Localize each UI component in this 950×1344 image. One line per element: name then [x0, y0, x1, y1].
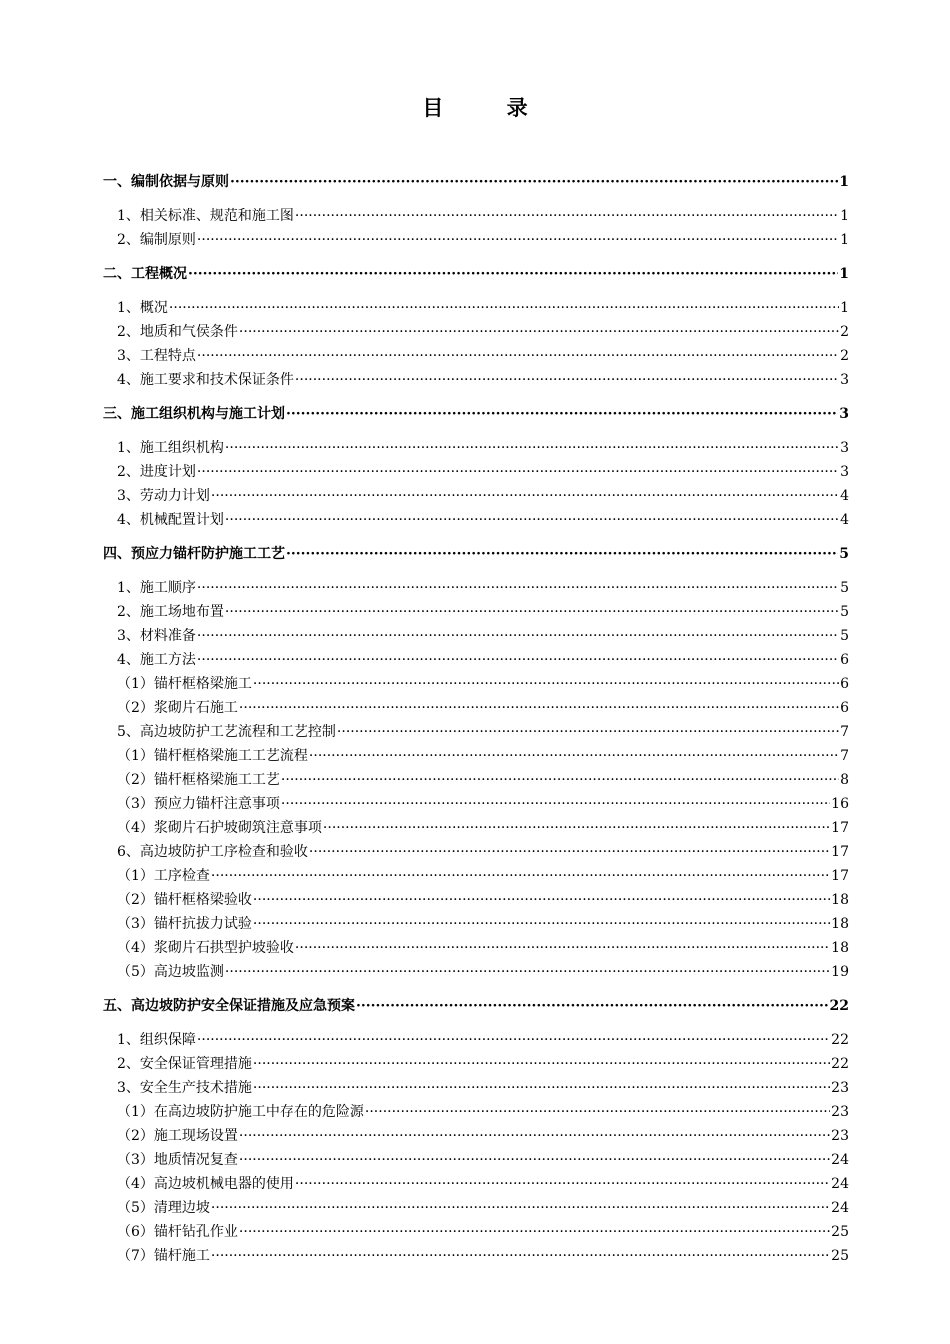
toc-entry-page-number: 2: [840, 324, 849, 340]
toc-entry-label: 2、进度计划: [117, 464, 196, 480]
toc-entry-page-number: 5: [840, 628, 849, 644]
toc-dot-leader: [295, 368, 839, 392]
toc-entry[interactable]: [103, 576, 849, 600]
toc-dot-leader: [309, 840, 830, 864]
toc-entry-page-number: 24: [831, 1152, 849, 1168]
toc-entry[interactable]: [103, 624, 849, 648]
toc-entry-label: 3、劳动力计划: [117, 488, 210, 504]
toc-entry-page-number: 6: [840, 676, 849, 692]
toc-entry[interactable]: [103, 508, 849, 532]
toc-entry[interactable]: [103, 1100, 849, 1124]
toc-entry-label: 2、编制原则: [117, 232, 196, 248]
toc-entry-page-number: 3: [840, 464, 849, 480]
toc-entry[interactable]: [103, 912, 849, 936]
toc-entry[interactable]: [103, 1052, 849, 1076]
toc-entry-page-number: 18: [831, 892, 849, 908]
toc-entry-page-number: 25: [831, 1224, 849, 1240]
toc-dot-leader: [253, 672, 839, 696]
toc-entry[interactable]: [103, 936, 849, 960]
toc-entry-page-number: 1: [840, 208, 849, 224]
toc-entry-label: （7）锚杆施工: [117, 1248, 210, 1264]
toc-entry-page-number: 3: [840, 440, 849, 456]
toc-entry-label: （1）锚杆框格梁施工工艺流程: [117, 748, 308, 764]
toc-entry-page-number: 17: [831, 844, 849, 860]
toc-dot-leader: [286, 402, 838, 426]
toc-dot-leader: [169, 296, 839, 320]
toc-entry-label: 4、施工方法: [117, 652, 196, 668]
toc-entry-label: 3、安全生产技术措施: [117, 1080, 252, 1096]
toc-dot-leader: [211, 484, 839, 508]
toc-entry[interactable]: [103, 792, 849, 816]
toc-entry-label: 2、安全保证管理措施: [117, 1056, 252, 1072]
toc-dot-leader: [295, 204, 839, 228]
toc-entry-page-number: 3: [840, 372, 849, 388]
toc-entry-label: 五、高边坡防护安全保证措施及应急预案: [103, 998, 355, 1014]
toc-entry[interactable]: [103, 204, 849, 228]
toc-entry-page-number: 24: [831, 1176, 849, 1192]
toc-entry-label: 5、高边坡防护工艺流程和工艺控制: [117, 724, 336, 740]
toc-entry[interactable]: [103, 460, 849, 484]
toc-entry[interactable]: [103, 262, 849, 286]
toc-entry-page-number: 18: [831, 940, 849, 956]
toc-dot-leader: [197, 460, 839, 484]
toc-entry[interactable]: [103, 816, 849, 840]
toc-dot-leader: [239, 320, 839, 344]
toc-entry[interactable]: [103, 888, 849, 912]
toc-dot-leader: [197, 624, 839, 648]
toc-entry[interactable]: [103, 402, 849, 426]
toc-entry-label: 一、编制依据与原则: [103, 174, 229, 190]
toc-dot-leader: [337, 720, 839, 744]
toc-entry[interactable]: [103, 170, 849, 194]
toc-entry-page-number: 5: [839, 546, 849, 562]
toc-entry-label: 1、施工顺序: [117, 580, 196, 596]
table-of-contents: [103, 170, 849, 1268]
toc-entry[interactable]: [103, 228, 849, 252]
toc-entry[interactable]: [103, 864, 849, 888]
toc-dot-leader: [253, 1076, 830, 1100]
toc-entry-label: （6）锚杆钻孔作业: [117, 1224, 238, 1240]
toc-entry-label: 1、施工组织机构: [117, 440, 224, 456]
toc-entry-label: 四、预应力锚杆防护施工工艺: [103, 546, 285, 562]
toc-entry-page-number: 1: [839, 266, 849, 282]
toc-entry-label: 4、机械配置计划: [117, 512, 224, 528]
toc-entry-label: （2）浆砌片石施工: [117, 700, 238, 716]
toc-entry-page-number: 24: [831, 1200, 849, 1216]
toc-entry-label: 1、概况: [117, 300, 168, 316]
toc-dot-leader: [197, 648, 839, 672]
toc-dot-leader: [295, 936, 830, 960]
toc-entry-page-number: 19: [831, 964, 849, 980]
toc-entry-label: （4）高边坡机械电器的使用: [117, 1176, 294, 1192]
toc-entry-page-number: 23: [831, 1080, 849, 1096]
toc-entry[interactable]: [103, 1172, 849, 1196]
toc-entry-label: 2、地质和气侯条件: [117, 324, 238, 340]
toc-entry[interactable]: [103, 600, 849, 624]
toc-dot-leader: [225, 508, 839, 532]
toc-dot-leader: [253, 912, 830, 936]
toc-entry-page-number: 1: [840, 300, 849, 316]
toc-entry-page-number: 23: [831, 1104, 849, 1120]
toc-dot-leader: [309, 744, 839, 768]
toc-entry-label: （4）浆砌片石护坡砌筑注意事项: [117, 820, 322, 836]
toc-entry-label: （5）清理边坡: [117, 1200, 210, 1216]
toc-entry-label: 1、组织保障: [117, 1032, 196, 1048]
toc-dot-leader: [286, 542, 838, 566]
toc-entry-page-number: 1: [840, 232, 849, 248]
toc-dot-leader: [281, 792, 830, 816]
toc-dot-leader: [225, 436, 839, 460]
toc-entry[interactable]: [103, 344, 849, 368]
toc-dot-leader: [211, 864, 830, 888]
toc-dot-leader: [323, 816, 830, 840]
toc-entry-label: 1、相关标准、规范和施工图: [117, 208, 294, 224]
toc-dot-leader: [295, 1172, 830, 1196]
toc-entry-label: （2）锚杆框格梁验收: [117, 892, 252, 908]
toc-entry[interactable]: [103, 484, 849, 508]
toc-entry-page-number: 17: [831, 868, 849, 884]
toc-entry-page-number: 3: [839, 406, 849, 422]
toc-dot-leader: [225, 960, 830, 984]
toc-entry[interactable]: [103, 1076, 849, 1100]
toc-entry-label: （5）高边坡监测: [117, 964, 224, 980]
toc-dot-leader: [281, 768, 839, 792]
toc-entry[interactable]: [103, 960, 849, 984]
toc-entry-page-number: 4: [840, 488, 849, 504]
toc-dot-leader: [239, 696, 839, 720]
toc-entry-label: 2、施工场地布置: [117, 604, 224, 620]
toc-entry-label: 3、工程特点: [117, 348, 196, 364]
toc-entry-page-number: 22: [831, 1032, 849, 1048]
toc-entry-page-number: 22: [831, 1056, 849, 1072]
toc-dot-leader: [211, 1244, 830, 1268]
toc-entry-page-number: 7: [840, 748, 849, 764]
toc-entry-page-number: 23: [831, 1128, 849, 1144]
toc-entry-label: （3）锚杆抗拔力试验: [117, 916, 252, 932]
toc-entry[interactable]: [103, 320, 849, 344]
toc-entry[interactable]: [103, 1148, 849, 1172]
toc-entry-label: （1）工序检查: [117, 868, 210, 884]
toc-entry[interactable]: [103, 542, 849, 566]
page-title: 目 录: [422, 95, 556, 120]
toc-entry-page-number: 1: [839, 174, 849, 190]
toc-dot-leader: [253, 1052, 830, 1076]
toc-entry[interactable]: [103, 744, 849, 768]
toc-entry-label: （3）预应力锚杆注意事项: [117, 796, 280, 812]
toc-entry[interactable]: [103, 840, 849, 864]
toc-dot-leader: [230, 170, 838, 194]
toc-entry[interactable]: [103, 1028, 849, 1052]
toc-dot-leader: [225, 600, 839, 624]
toc-dot-leader: [239, 1220, 830, 1244]
toc-dot-leader: [239, 1148, 830, 1172]
toc-entry[interactable]: [103, 436, 849, 460]
toc-dot-leader: [356, 994, 829, 1018]
toc-dot-leader: [211, 1196, 830, 1220]
toc-dot-leader: [197, 576, 839, 600]
toc-entry-page-number: 5: [840, 604, 849, 620]
toc-entry[interactable]: [103, 1220, 849, 1244]
toc-dot-leader: [197, 228, 839, 252]
toc-entry-label: （2）施工现场设置: [117, 1128, 238, 1144]
toc-entry-label: （2）锚杆框格梁施工工艺: [117, 772, 280, 788]
toc-entry-label: 6、高边坡防护工序检查和验收: [117, 844, 308, 860]
toc-entry-label: （4）浆砌片石拱型护坡验收: [117, 940, 294, 956]
toc-entry-page-number: 7: [840, 724, 849, 740]
toc-entry[interactable]: [103, 296, 849, 320]
toc-entry-label: 3、材料准备: [117, 628, 196, 644]
toc-entry-page-number: 2: [840, 348, 849, 364]
toc-entry-label: （1）在高边坡防护施工中存在的危险源: [117, 1104, 364, 1120]
toc-dot-leader: [239, 1124, 830, 1148]
toc-entry[interactable]: [103, 696, 849, 720]
toc-entry[interactable]: [103, 720, 849, 744]
toc-entry-page-number: 16: [831, 796, 849, 812]
toc-entry-page-number: 17: [831, 820, 849, 836]
toc-entry-label: （1）锚杆框格梁施工: [117, 676, 252, 692]
toc-dot-leader: [197, 1028, 830, 1052]
toc-entry[interactable]: [103, 368, 849, 392]
toc-dot-leader: [365, 1100, 830, 1124]
toc-entry-page-number: 22: [829, 998, 849, 1014]
toc-entry[interactable]: [103, 1124, 849, 1148]
toc-entry[interactable]: [103, 768, 849, 792]
toc-entry-page-number: 6: [840, 700, 849, 716]
toc-entry[interactable]: [103, 648, 849, 672]
toc-entry[interactable]: [103, 1196, 849, 1220]
toc-dot-leader: [253, 888, 830, 912]
toc-entry-label: 二、工程概况: [103, 266, 187, 282]
toc-entry-page-number: 6: [840, 652, 849, 668]
toc-entry-page-number: 4: [840, 512, 849, 528]
toc-entry-page-number: 5: [840, 580, 849, 596]
toc-entry[interactable]: [103, 1244, 849, 1268]
toc-dot-leader: [197, 344, 839, 368]
toc-entry-label: 4、施工要求和技术保证条件: [117, 372, 294, 388]
toc-entry-page-number: 25: [831, 1248, 849, 1264]
toc-entry[interactable]: [103, 994, 849, 1018]
toc-dot-leader: [188, 262, 838, 286]
toc-entry-label: 三、施工组织机构与施工计划: [103, 406, 285, 422]
toc-entry-page-number: 18: [831, 916, 849, 932]
toc-entry-page-number: 8: [840, 772, 849, 788]
toc-entry[interactable]: [103, 672, 849, 696]
toc-entry-label: （3）地质情况复查: [117, 1152, 238, 1168]
